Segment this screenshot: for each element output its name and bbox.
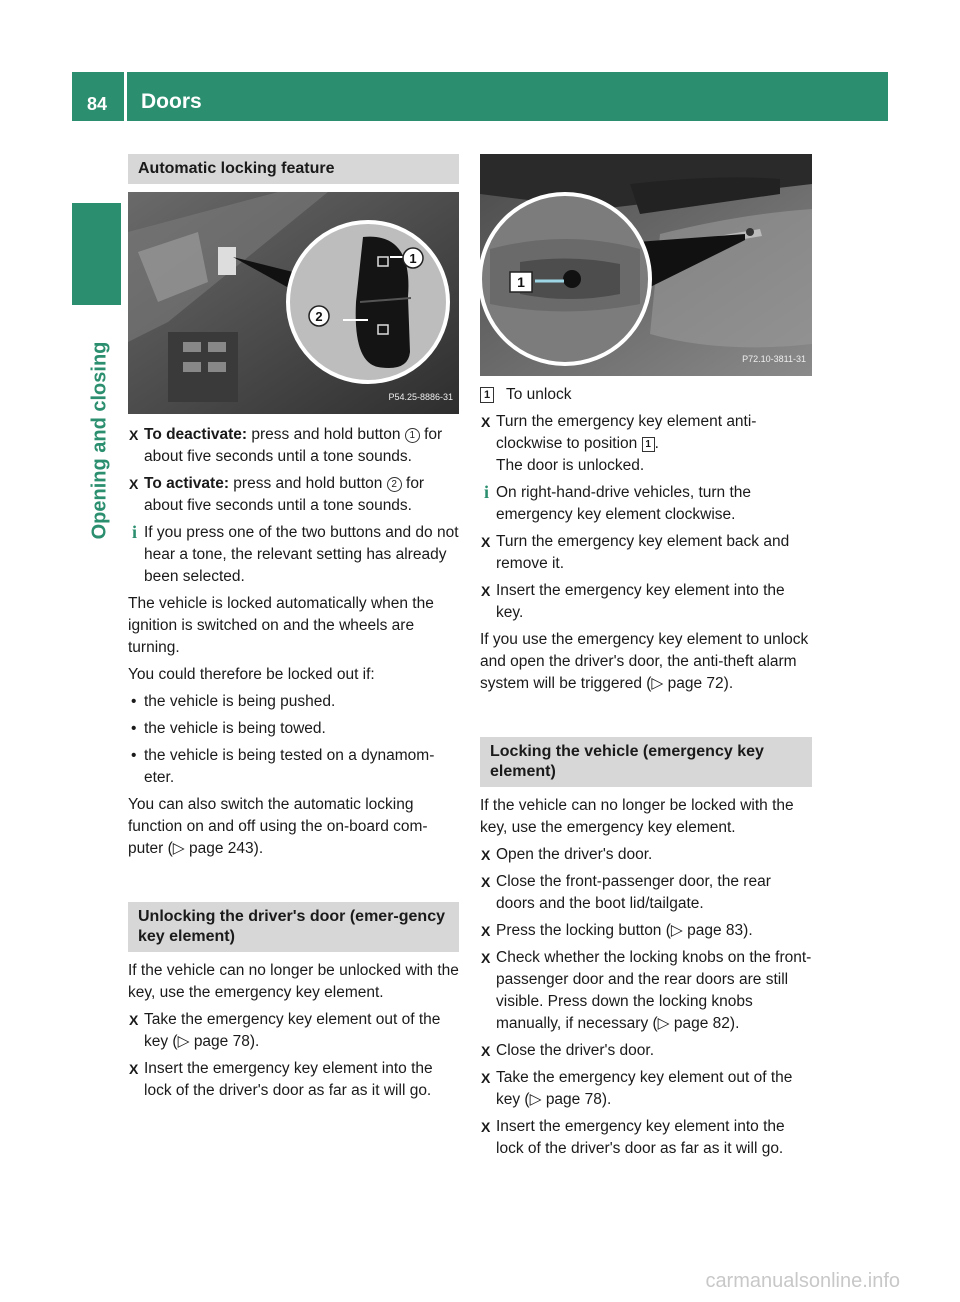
step-deactivate: X To deactivate: press and hold button 1 for about five seconds until a tone sounds. [128, 424, 459, 468]
legend-item: 1 To unlock [480, 384, 812, 406]
step-item: X Insert the emergency key element into the lock of the driver's door as far as it will go. [480, 1116, 812, 1160]
button-2-ref: 2 [387, 477, 402, 492]
paragraph: If the vehicle can no longer be locked with the key, use the emergency key element. [480, 797, 794, 836]
info-note-2: i On right-hand-drive vehicles, turn the emergency key element clockwise. [480, 482, 812, 526]
right-column [480, 154, 812, 1165]
info-icon: i [131, 522, 137, 542]
step-item: X Check whether the locking knobs on the front-passenger door and the rear doors are still visible. Press down the locking knobs manually, if necessary (▷ page 82). [480, 947, 812, 1035]
figure1-callout-1: 1 [409, 251, 417, 266]
figure-door-lock-buttons [128, 192, 459, 414]
step-item: X Insert the emergency key element into the lock of the driver's door as far as it will go. [128, 1058, 459, 1102]
step-item: X Close the driver's door. [480, 1040, 812, 1062]
info-icon: i [483, 482, 489, 502]
header-divider [124, 72, 127, 121]
step-item: X Open the driver's door. [480, 844, 812, 866]
button-1-ref: 1 [405, 428, 420, 443]
paragraph: You can also switch the automatic locking function on and off using the on-board com-puter (▷ page 243). [128, 796, 428, 857]
step-activate-label: To activate: [144, 475, 229, 492]
step-deactivate-label: To deactivate: [144, 426, 248, 443]
position-1-ref: 1 [642, 437, 655, 452]
step-activate: X To activate: press and hold button 2 for about five seconds until a tone sounds. [128, 473, 459, 517]
watermark: carmanualsonline.info [705, 1270, 900, 1292]
paragraph: The vehicle is locked automatically when the ignition is switched on and the wheels are turning. [128, 595, 434, 656]
step-item: X Take the emergency key element out of the key (▷ page 78). [128, 1009, 459, 1053]
page-number: 84 [87, 94, 108, 114]
section-title-automatic-locking: Automatic locking feature [128, 154, 459, 184]
section-title-locking: Locking the vehicle (emergency key element) [480, 737, 812, 787]
figure-emergency-key-lock [480, 154, 812, 376]
figure2-code: P72.10-3811-31 [742, 354, 806, 364]
step-item: X Take the emergency key element out of the key (▷ page 78). [480, 1067, 812, 1111]
figure1-callout-2: 2 [315, 309, 323, 324]
step-item: X Close the front-passenger door, the rear doors and the boot lid/tailgate. [480, 871, 812, 915]
legend-number: 1 [480, 387, 494, 403]
list-item: • the vehicle is being pushed. [128, 691, 459, 713]
section-title-unlocking: Unlocking the driver's door (emer-gency key element) [128, 902, 459, 952]
step-item: X Press the locking button (▷ page 83). [480, 920, 812, 942]
paragraph: If you use the emergency key element to unlock and open the driver's door, the anti-theft alarm system will be triggered (▷ page 72). [480, 631, 809, 692]
paragraph: If the vehicle can no longer be unlocked with the key, use the emergency key element. [128, 962, 459, 1001]
page-title: Doors [141, 90, 202, 113]
info-note-1: i If you press one of the two buttons and do not hear a tone, the relevant setting has already been selected. [128, 522, 459, 588]
figure1-code: P54.25-8886-31 [388, 392, 453, 402]
side-tab-block [72, 203, 121, 305]
step-item: X Turn the emergency key element back and remove it. [480, 531, 812, 575]
list-item: • the vehicle is being tested on a dynamom-eter. [128, 745, 459, 789]
step-turn-anticlockwise: X Turn the emergency key element anti-clockwise to position 1 . The door is unlocked. [480, 411, 812, 477]
side-tab-label: Opening and closing [88, 341, 111, 539]
list-item: • the vehicle is being towed. [128, 718, 459, 740]
paragraph: You could therefore be locked out if: [128, 666, 375, 683]
figure2-callout-1: 1 [517, 274, 525, 290]
left-column [128, 154, 459, 1107]
step-item: X Insert the emergency key element into the key. [480, 580, 812, 624]
